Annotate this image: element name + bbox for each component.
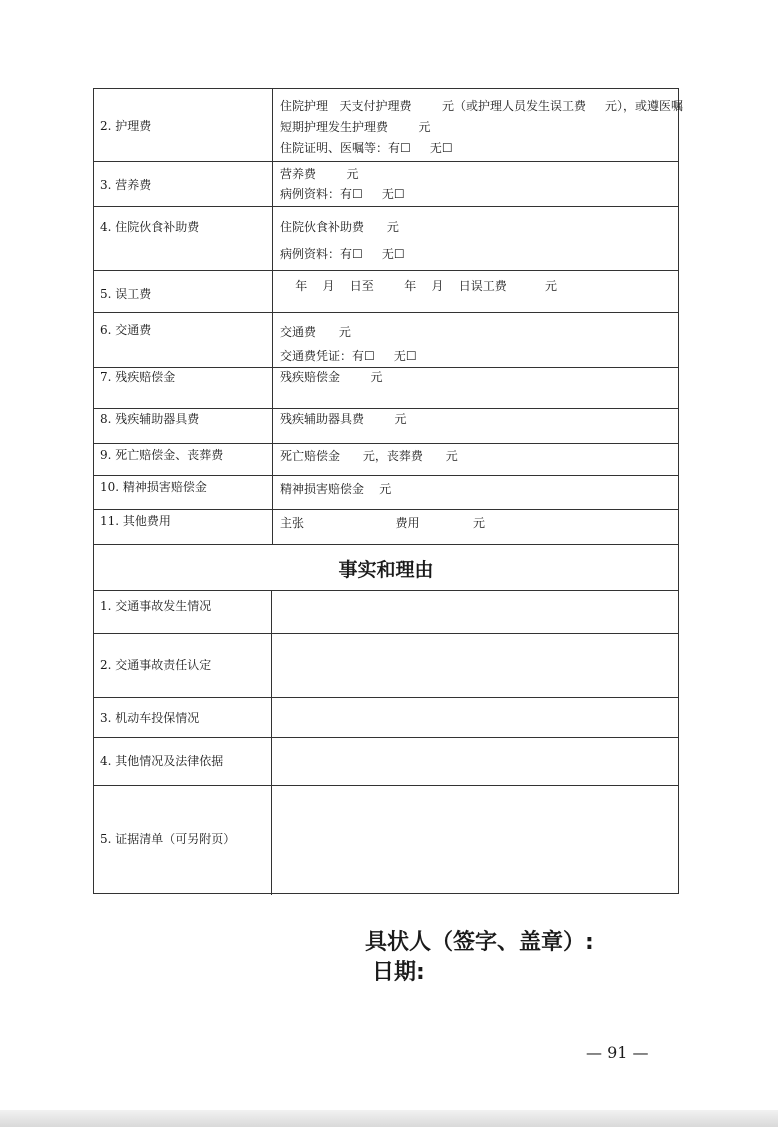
item-line: 交通费 元 [280, 325, 351, 339]
facts-label: 5. 证据清单（可另附页） [100, 832, 236, 846]
row-death-funeral [94, 444, 678, 476]
item-line: 死亡赔偿金 元，丧葬费 元 [280, 449, 458, 463]
item-line: 短期护理发生护理费 元 [280, 120, 431, 134]
section-title: 事实和理由 [338, 559, 434, 581]
facts-label: 1. 交通事故发生情况 [100, 599, 212, 613]
item-line: 年 月 日至 年 月 日误工费 元 [280, 279, 557, 293]
facts-row-liability [94, 634, 678, 698]
item-label: 11. 其他费用 [100, 514, 171, 528]
signer-label: 具状人（签字、盖章）: [365, 930, 594, 955]
item-line: 住院证明、医嘱等：有☐ 无☐ [280, 141, 453, 155]
row-meal-subsidy [94, 207, 678, 271]
facts-label: 2. 交通事故责任认定 [100, 658, 212, 672]
row-other-fees [94, 510, 678, 545]
row-lost-wages [94, 271, 678, 313]
facts-label: 3. 机动车投保情况 [100, 711, 200, 725]
page-edge-shadow [0, 1110, 778, 1127]
item-line: 病例资料：有☐ 无☐ [280, 187, 405, 201]
item-line: 残疾赔偿金 元 [280, 370, 383, 384]
facts-row-insurance [94, 698, 678, 738]
item-label: 6. 交通费 [100, 323, 152, 337]
facts-row-accident [94, 591, 678, 634]
item-line: 主张 费用 元 [280, 516, 485, 530]
claim-form-table [93, 88, 684, 894]
row-mental-damage [94, 476, 678, 510]
row-nursing-fee [94, 89, 684, 162]
item-line: 交通费凭证：有☐ 无☐ [280, 349, 417, 363]
item-line: 住院护理 天支付护理费 元（或护理人员发生误工费 元），或遵医嘱 [280, 99, 684, 113]
item-line: 营养费 元 [280, 167, 359, 181]
facts-row-legal-basis [94, 738, 678, 786]
facts-section-header [94, 545, 678, 591]
row-disability-compensation [94, 368, 678, 409]
item-line: 残疾辅助器具费 元 [280, 412, 407, 426]
row-disability-aid [94, 409, 678, 444]
facts-row-evidence [94, 786, 678, 895]
page-number: — 91 — [586, 1043, 649, 1062]
item-label: 9. 死亡赔偿金、丧葬费 [100, 448, 224, 462]
item-label: 8. 残疾辅助器具费 [100, 412, 200, 426]
item-label: 5. 误工费 [100, 287, 152, 301]
item-label: 2. 护理费 [100, 119, 152, 133]
item-line: 病例资料：有☐ 无☐ [280, 247, 405, 261]
item-line: 精神损害赔偿金 元 [280, 482, 392, 496]
item-label: 7. 残疾赔偿金 [100, 370, 176, 384]
row-transport-fee [94, 313, 678, 368]
date-label: 日期: [372, 960, 425, 985]
item-line: 住院伙食补助费 元 [280, 220, 399, 234]
item-label: 4. 住院伙食补助费 [100, 220, 200, 234]
item-label: 10. 精神损害赔偿金 [100, 480, 207, 494]
item-label: 3. 营养费 [100, 178, 152, 192]
facts-label: 4. 其他情况及法律依据 [100, 754, 224, 768]
row-nutrition-fee [94, 162, 678, 207]
